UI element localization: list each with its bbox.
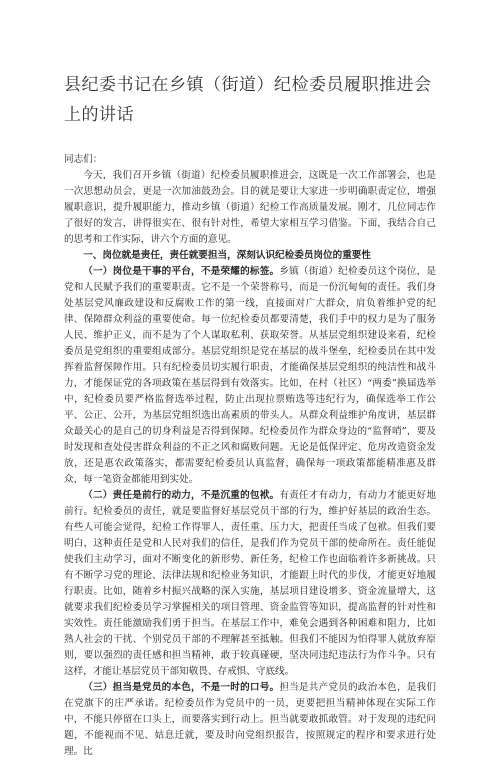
intro-paragraph: 今天，我们召开乡镇（街道）纪检委员履职推进会，这既是一次工作部署会，也是一次思想动员会，更是一次加油鼓劲会。目的就是要让大家进一步明确职责定位，增强履职意识，提升履职能力，推动乡镇（街道）纪检工作高质量发展。刚才，几位同志作了很好的发言，讲得很实在、很有针对性，希望大家相互学习借鉴。下面，我结合自己的思考和工作实际，讲六个方面的意见。 (64, 170, 436, 245)
section-heading: 一、岗位就是责任，责任就要担当，深刻认识纪检委员岗位的重要性 (83, 250, 371, 261)
paragraph-1-body: 乡镇（街道）纪检委员这个岗位，是党和人民赋予我们的重要职责。它不是一个荣誉称号，而是一份沉甸甸的责任。我们身处基层党风廉政建设和反腐败工作的第一线，直接面对广大群众，肩负着维护党的纪律、保障群众利益的重要使命。每一位纪检委员都要清楚，我们手中的权力是为了服务人民、维护正义，而不是为了个人谋取私利、获取荣誉。从基层党组织建设来看，纪检委员是党组织的重要组成部分。基层党组织是党在基层的战斗堡垒，纪检委员在其中发挥着监督保障作用。只有纪检委员切实履行职责，才能确保基层党组织的纯洁性和战斗力，才能保证党的各项政策在基层得到有效落实。比如，在村（社区）“两委”换届选举中，纪检委员要严格监督选举过程，防止出现拉票贿选等违纪行为，确保选举工作公平、公正、公开，为基层党组织选出高素质的带头人。从群众利益维护角度讲，基层群众最关心的是自己的切身利益是否得到保障。纪检委员作为群众身边的“监督哨”，要及时发现和查处侵害群众利益的不正之风和腐败问题。无论是低保评定、危房改造资金发放，还是惠农政策落实，都需要纪检委员认真监督，确保每一项政策都能精准惠及群众，每一笔资金都能用到实处。 (64, 266, 436, 485)
paragraph-1 (64, 264, 436, 488)
subheading-2: （二）责任是前行的动力，不是沉重的包袱。 (83, 490, 280, 501)
document-title: 县纪委书记在乡镇（街道）纪检委员履职推进会上的讲话 (64, 75, 432, 125)
subheading-3: （三）担当是党员的本色，不是一时的口号。 (83, 682, 280, 693)
subheading-1: （一）岗位是干事的平台，不是荣耀的标签。 (83, 266, 280, 277)
paragraph-2-body: 有责任才有动力，有动力才能更好地前行。纪检委员的责任，就是要监督好基层党员干部的行为，维护好基层的政治生态。有些人可能会觉得，纪检工作得罪人，责任重、压力大，把责任当成了包袱。但我们要明白，这种责任是党和人民对我们的信任，是我们作为党员干部的使命所在。责任能促使我们主动学习，面对不断变化的新形势、新任务，纪检工作也面临着许多新挑战。只有不断学习党的理论、法律法规和纪检业务知识，才能跟上时代的步伐，才能更好地履行职责。比如，随着乡村振兴战略的深入实施，基层项目建设增多、资金流量增大，这就要求我们纪检委员学习掌握相关的项目管理、资金监管等知识，提高监督的针对性和实效性。责任能激励我们勇于担当。在基层工作中，难免会遇到各种困难和阻力，比如熟人社会的干扰、个别党员干部的不理解甚至抵触。但我们不能因为怕得罪人就放弃原则，要以强烈的责任感和担当精神，敢于较真碰硬，坚决同违纪违法行为作斗争。只有这样，才能让基层党员干部知敬畏、存戒惧、守底线。 (64, 490, 436, 677)
paragraph-3 (64, 680, 436, 760)
paragraph-2 (64, 488, 436, 680)
greeting: 同志们： (64, 154, 103, 165)
paragraph-3-body: 担当是共产党员的政治本色，是我们在党旗下的庄严承诺。纪检委员作为党员中的一员，更要把担当精神体现在实际工作中，不能只停留在口头上，而要落实到行动上。担当就要敢抓敢管。对于发现的违纪问题，不能视而不见、姑息迁就，要及时向党组织报告，按照规定的程序和要求进行处理。比 (64, 682, 436, 757)
